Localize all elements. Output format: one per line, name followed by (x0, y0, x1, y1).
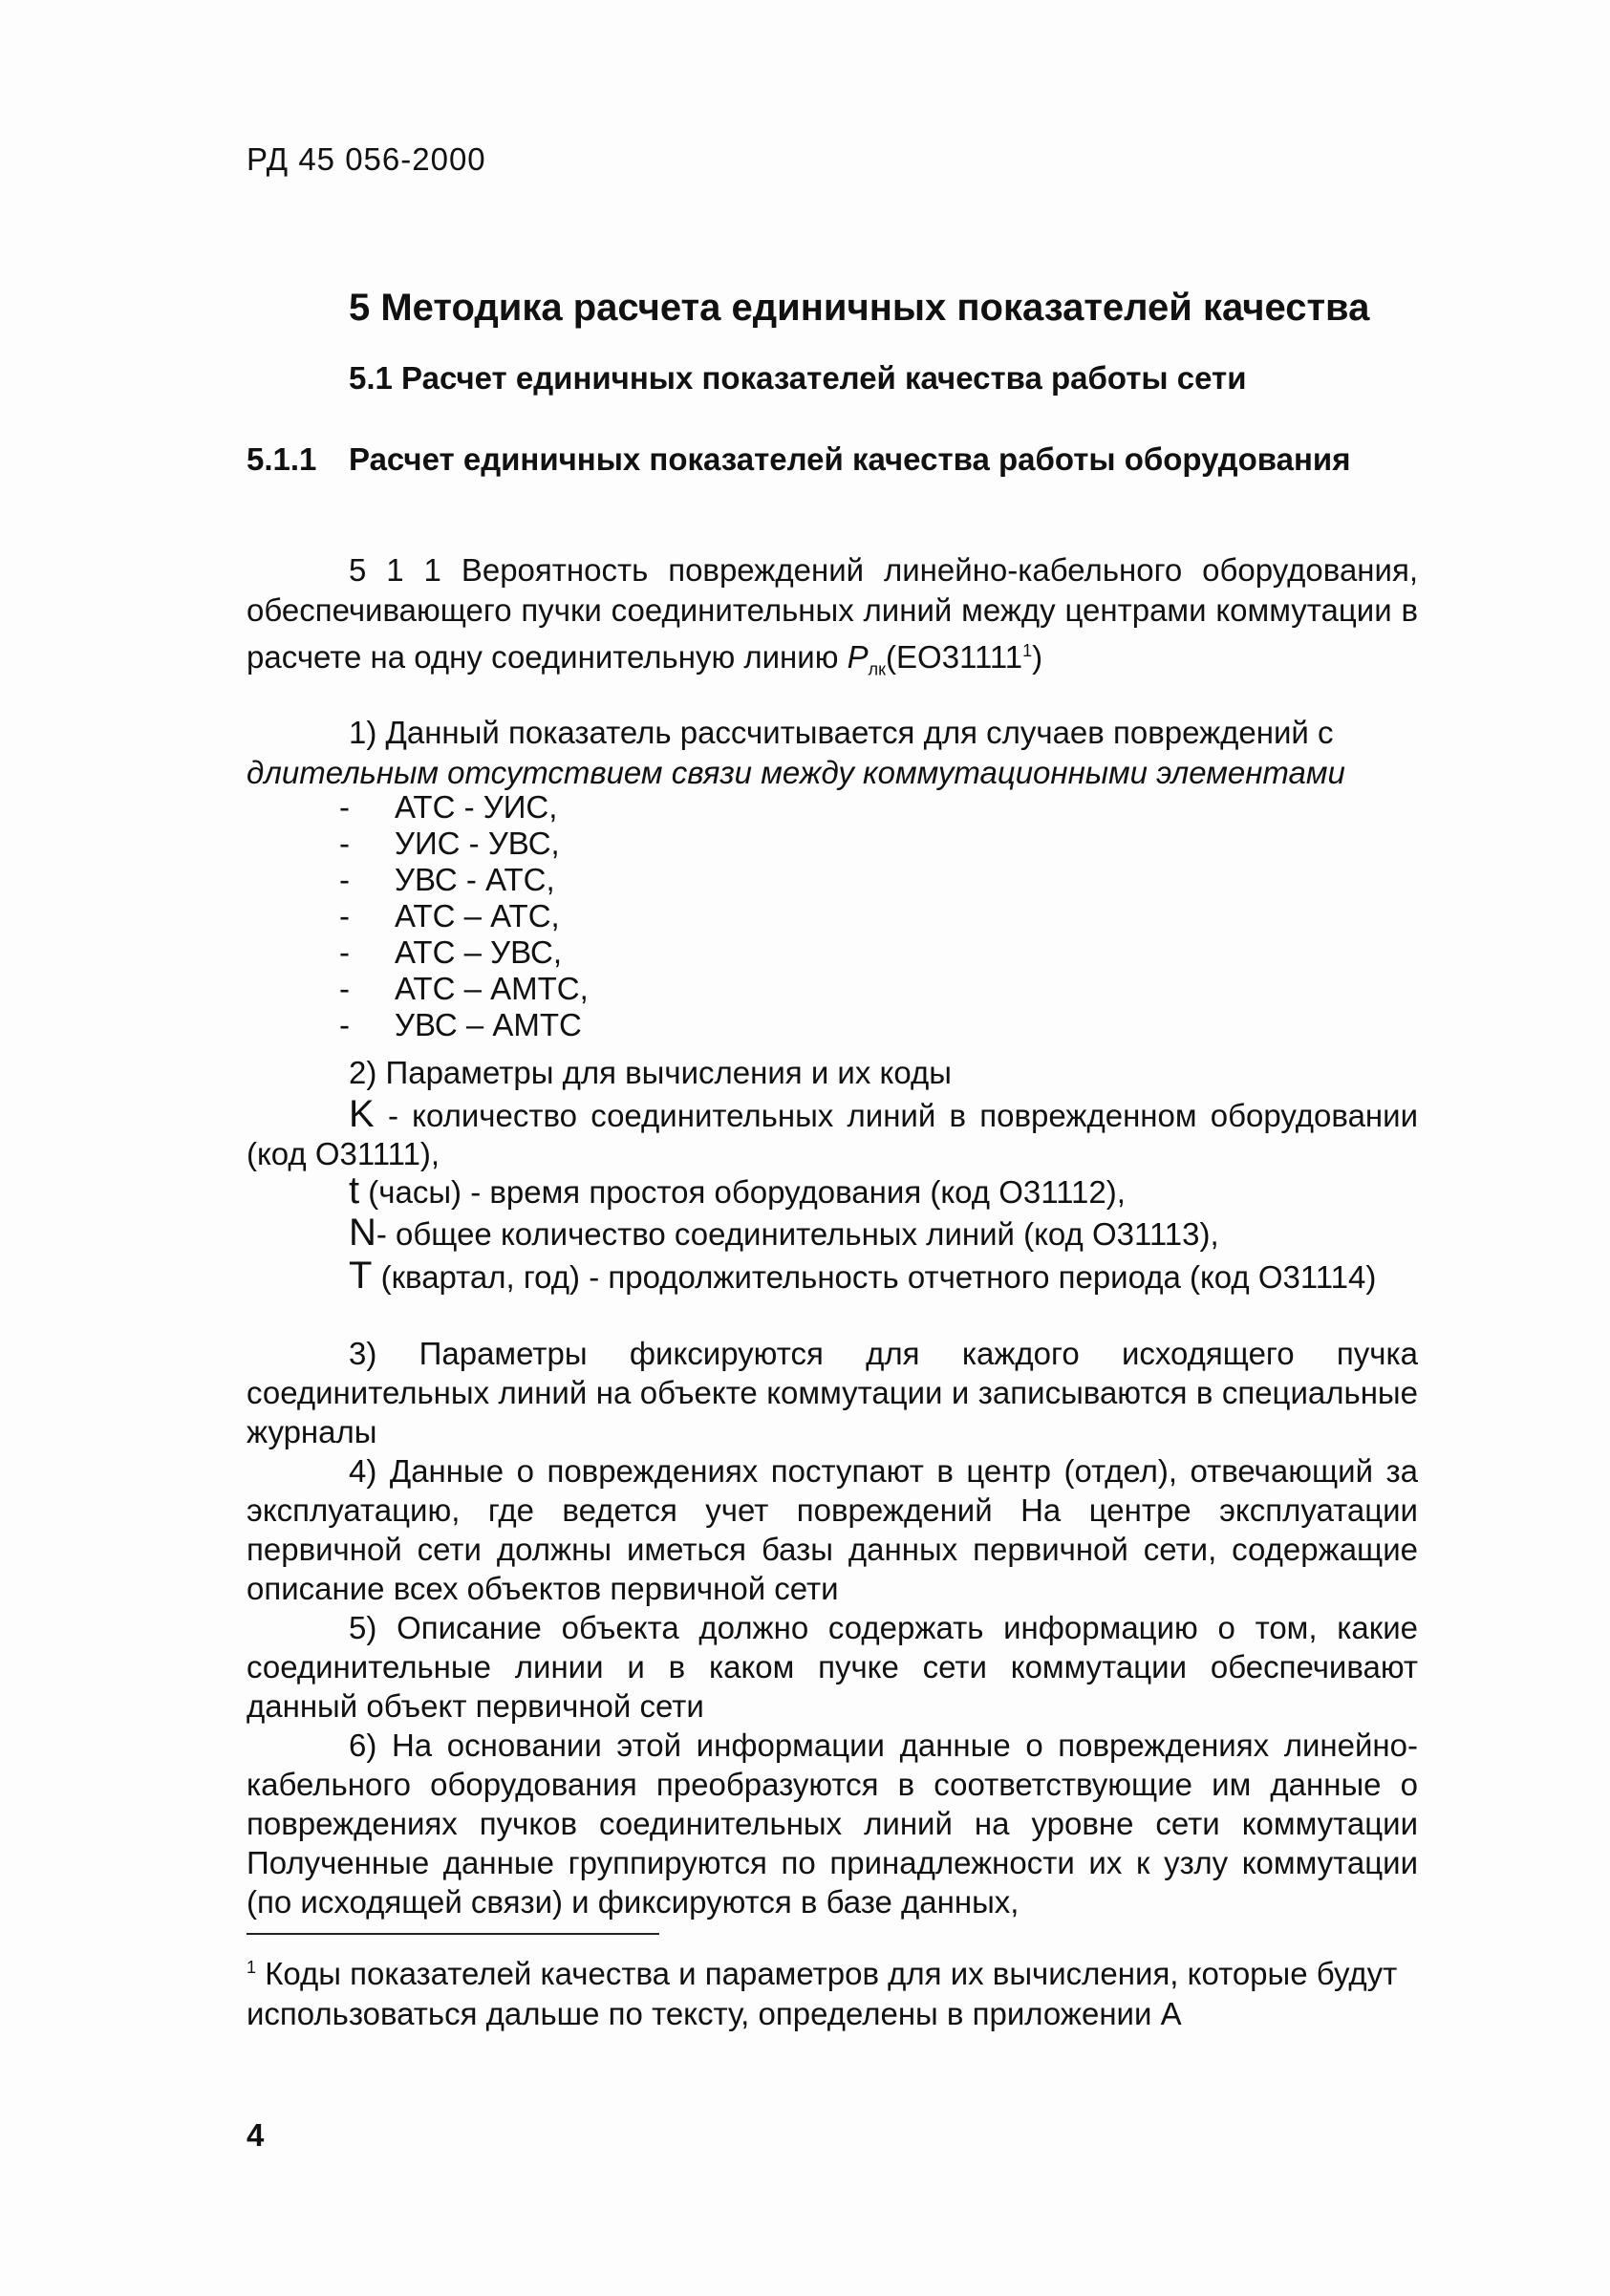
item-6: 6) На основании этой информации данные о повреждениях линейно-кабельного оборудования преобразуются в соответствующие им данные о повреждениях пучков соединительных линий на уровне сети коммутации Полученные данные группируются по принадлежности их к узлу коммутации (по исходящей связи) и фиксируются в базе данных, (247, 1727, 1418, 1920)
document-code: РД 45 056-2000 (247, 141, 486, 177)
param-k-text: - количество соединительных линий в поврежденном оборудовании (код О31111), (247, 1098, 1419, 1171)
footnote-mark: 1 (247, 1958, 257, 1977)
clause-symbol-subscript: лк (868, 659, 887, 679)
param-period-text: (квартал, год) - продолжительность отчетного периода (код О31114) (380, 1259, 1377, 1295)
connection-list (339, 789, 589, 1043)
item-1-lead: 1) Данный показатель рассчитывается для случаев повреждений с (349, 715, 1334, 750)
footnote-text: Коды показателей качества и параметров для их вычисления, которые будут использоваться дальше по тексту, определены в приложении А (247, 1956, 1398, 2031)
item-3: 3) Параметры фиксируются для каждого исходящего пучка соединительных линий на объекте коммутации и записываются в специальные журналы (247, 1336, 1418, 1449)
param-t (247, 1171, 1418, 1212)
subsection-title: 5.1 Расчет единичных показателей качества работы сети (349, 360, 1247, 396)
footnote-separator (247, 1933, 659, 1935)
param-k-letter: K (349, 1093, 375, 1135)
subsubsection-text: Расчет единичных показателей качества работы оборудования (349, 441, 1351, 477)
param-t-letter: t (349, 1169, 360, 1212)
item-1 (247, 713, 1418, 793)
param-n-letter: N (349, 1212, 376, 1254)
param-k (247, 1095, 1418, 1173)
item-4: 4) Данные о повреждениях поступают в центр (отдел), отвечающий за эксплуатацию, где ведется учет повреждений На центре эксплуатации первичной сети должны иметься базы данных первичной сети, содержащие описание всех объектов первичной сети (247, 1453, 1418, 1606)
items-3-6 (247, 1334, 1418, 1921)
list-item: - УВС – АМТС (339, 1007, 582, 1042)
list-item: - АТС – АТС, (339, 898, 560, 933)
param-period (247, 1256, 1418, 1297)
clause-text: 5 1 1 Вероятность повреждений линейно-кабельного оборудования, обеспечивающего пучки соединительных линий между центрами коммутации в расчете на одну соединительную линию (247, 552, 1418, 675)
item-1-italic: длительным отсутствием связи между коммутационными элементами (247, 755, 1345, 790)
item-5: 5) Описание объекта должно содержать информацию о том, какие соединительные линии и в каком пучке сети коммутации обеспечивают данный объект первичной сети (247, 1610, 1418, 1724)
subsubsection-number: 5.1.1 (247, 441, 317, 477)
list-item: - УИС - УВС, (339, 826, 560, 861)
param-t-text: (часы) - время простоя оборудования (код О31112), (368, 1174, 1126, 1210)
clause-code-close: ) (1032, 639, 1043, 675)
param-period-letter: T (349, 1255, 373, 1297)
list-item: - АТС - УИС, (339, 789, 558, 825)
list-item: - УВС - АТС, (339, 862, 555, 897)
subsubsection-title (247, 438, 1418, 481)
param-n (247, 1213, 1418, 1254)
list-item: - АТС – УВС, (339, 934, 562, 970)
section-title: 5 Методика расчета единичных показателей качества (349, 287, 1370, 329)
param-n-text: - общее количество соединительных линий (код О31113), (376, 1216, 1219, 1252)
item-2: 2) Параметры для вычисления и их коды (349, 1055, 952, 1090)
clause-symbol: P (847, 639, 869, 675)
footnote-reference: 1 (1022, 641, 1033, 660)
list-item: - АТС – АМТС, (339, 971, 589, 1006)
clause-paragraph (247, 550, 1418, 690)
clause-code: (ЕО31111 (886, 639, 1023, 675)
footnote (247, 1947, 1418, 2034)
page-number: 4 (247, 2117, 265, 2153)
